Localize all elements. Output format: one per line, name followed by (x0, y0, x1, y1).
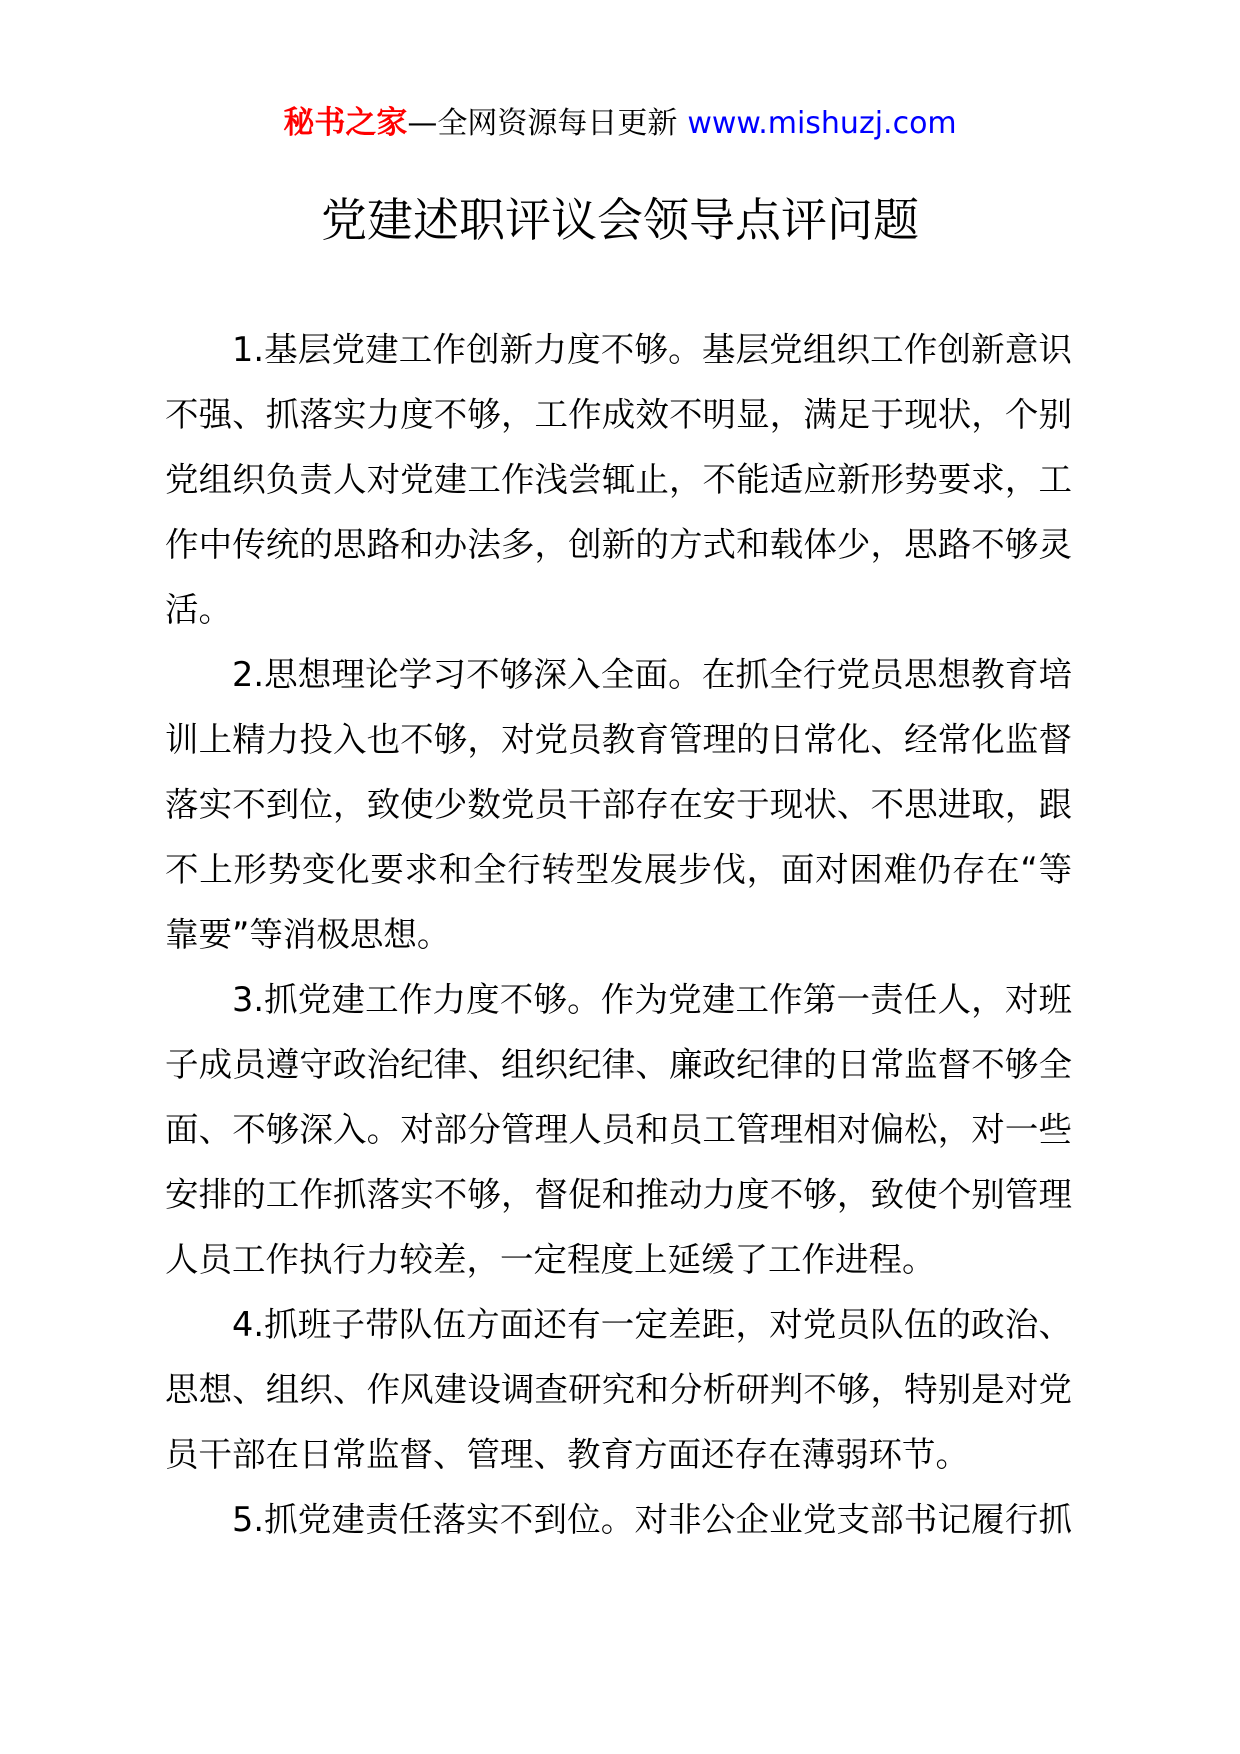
header-tagline: —全网资源每日更新 (407, 106, 678, 141)
paragraph-line: 思想、组织、作风建设调查研究和分析研判不够，特别是对党 (165, 1370, 1072, 1409)
paragraph-1 (165, 317, 1072, 642)
paragraph-line: 5.抓党建责任落实不到位。对非公企业党支部书记履行抓 (232, 1500, 1072, 1539)
paragraph-line: 靠要”等消极思想。 (165, 915, 451, 954)
site-header (0, 101, 1240, 145)
paragraph-4 (165, 1292, 1072, 1487)
paragraph-line: 活。 (165, 590, 232, 629)
paragraph-line: 落实不到位，致使少数党员干部存在安于现状、不思进取，跟 (165, 785, 1072, 824)
paragraph-5 (165, 1487, 1072, 1552)
paragraph-3 (165, 967, 1072, 1292)
paragraph-line: 人员工作执行力较差，一定程度上延缓了工作进程。 (165, 1240, 936, 1279)
header-brand: 秘书之家 (283, 105, 408, 141)
paragraph-line: 安排的工作抓落实不够，督促和推动力度不够，致使个别管理 (165, 1175, 1072, 1214)
paragraph-line: 1.基层党建工作创新力度不够。基层党组织工作创新意识 (232, 330, 1072, 369)
paragraph-line: 员干部在日常监督、管理、教育方面还存在薄弱环节。 (165, 1435, 969, 1474)
paragraph-line: 训上精力投入也不够，对党员教育管理的日常化、经常化监督 (165, 720, 1072, 759)
paragraph-line: 3.抓党建工作力度不够。作为党建工作第一责任人，对班 (232, 980, 1072, 1019)
paragraph-line: 面、不够深入。对部分管理人员和员工管理相对偏松，对一些 (165, 1110, 1072, 1149)
paragraph-line: 2.思想理论学习不够深入全面。在抓全行党员思想教育培 (232, 655, 1072, 694)
paragraph-line: 子成员遵守政治纪律、组织纪律、廉政纪律的日常监督不够全 (165, 1045, 1072, 1084)
paragraph-line: 4.抓班子带队伍方面还有一定差距，对党员队伍的政治、 (232, 1305, 1072, 1344)
document-body (165, 317, 1072, 1552)
header-url: www.mishuzj.com (687, 106, 957, 141)
document-title: 党建述职评议会领导点评问题 (321, 193, 919, 247)
paragraph-line: 不上形势变化要求和全行转型发展步伐，面对困难仍存在“等 (165, 850, 1072, 889)
paragraph-line: 党组织负责人对党建工作浅尝辄止，不能适应新形势要求，工 (165, 460, 1072, 499)
paragraph-line: 不强、抓落实力度不够，工作成效不明显，满足于现状，个别 (165, 395, 1072, 434)
paragraph-2 (165, 642, 1072, 967)
paragraph-line: 作中传统的思路和办法多，创新的方式和载体少，思路不够灵 (165, 525, 1072, 564)
